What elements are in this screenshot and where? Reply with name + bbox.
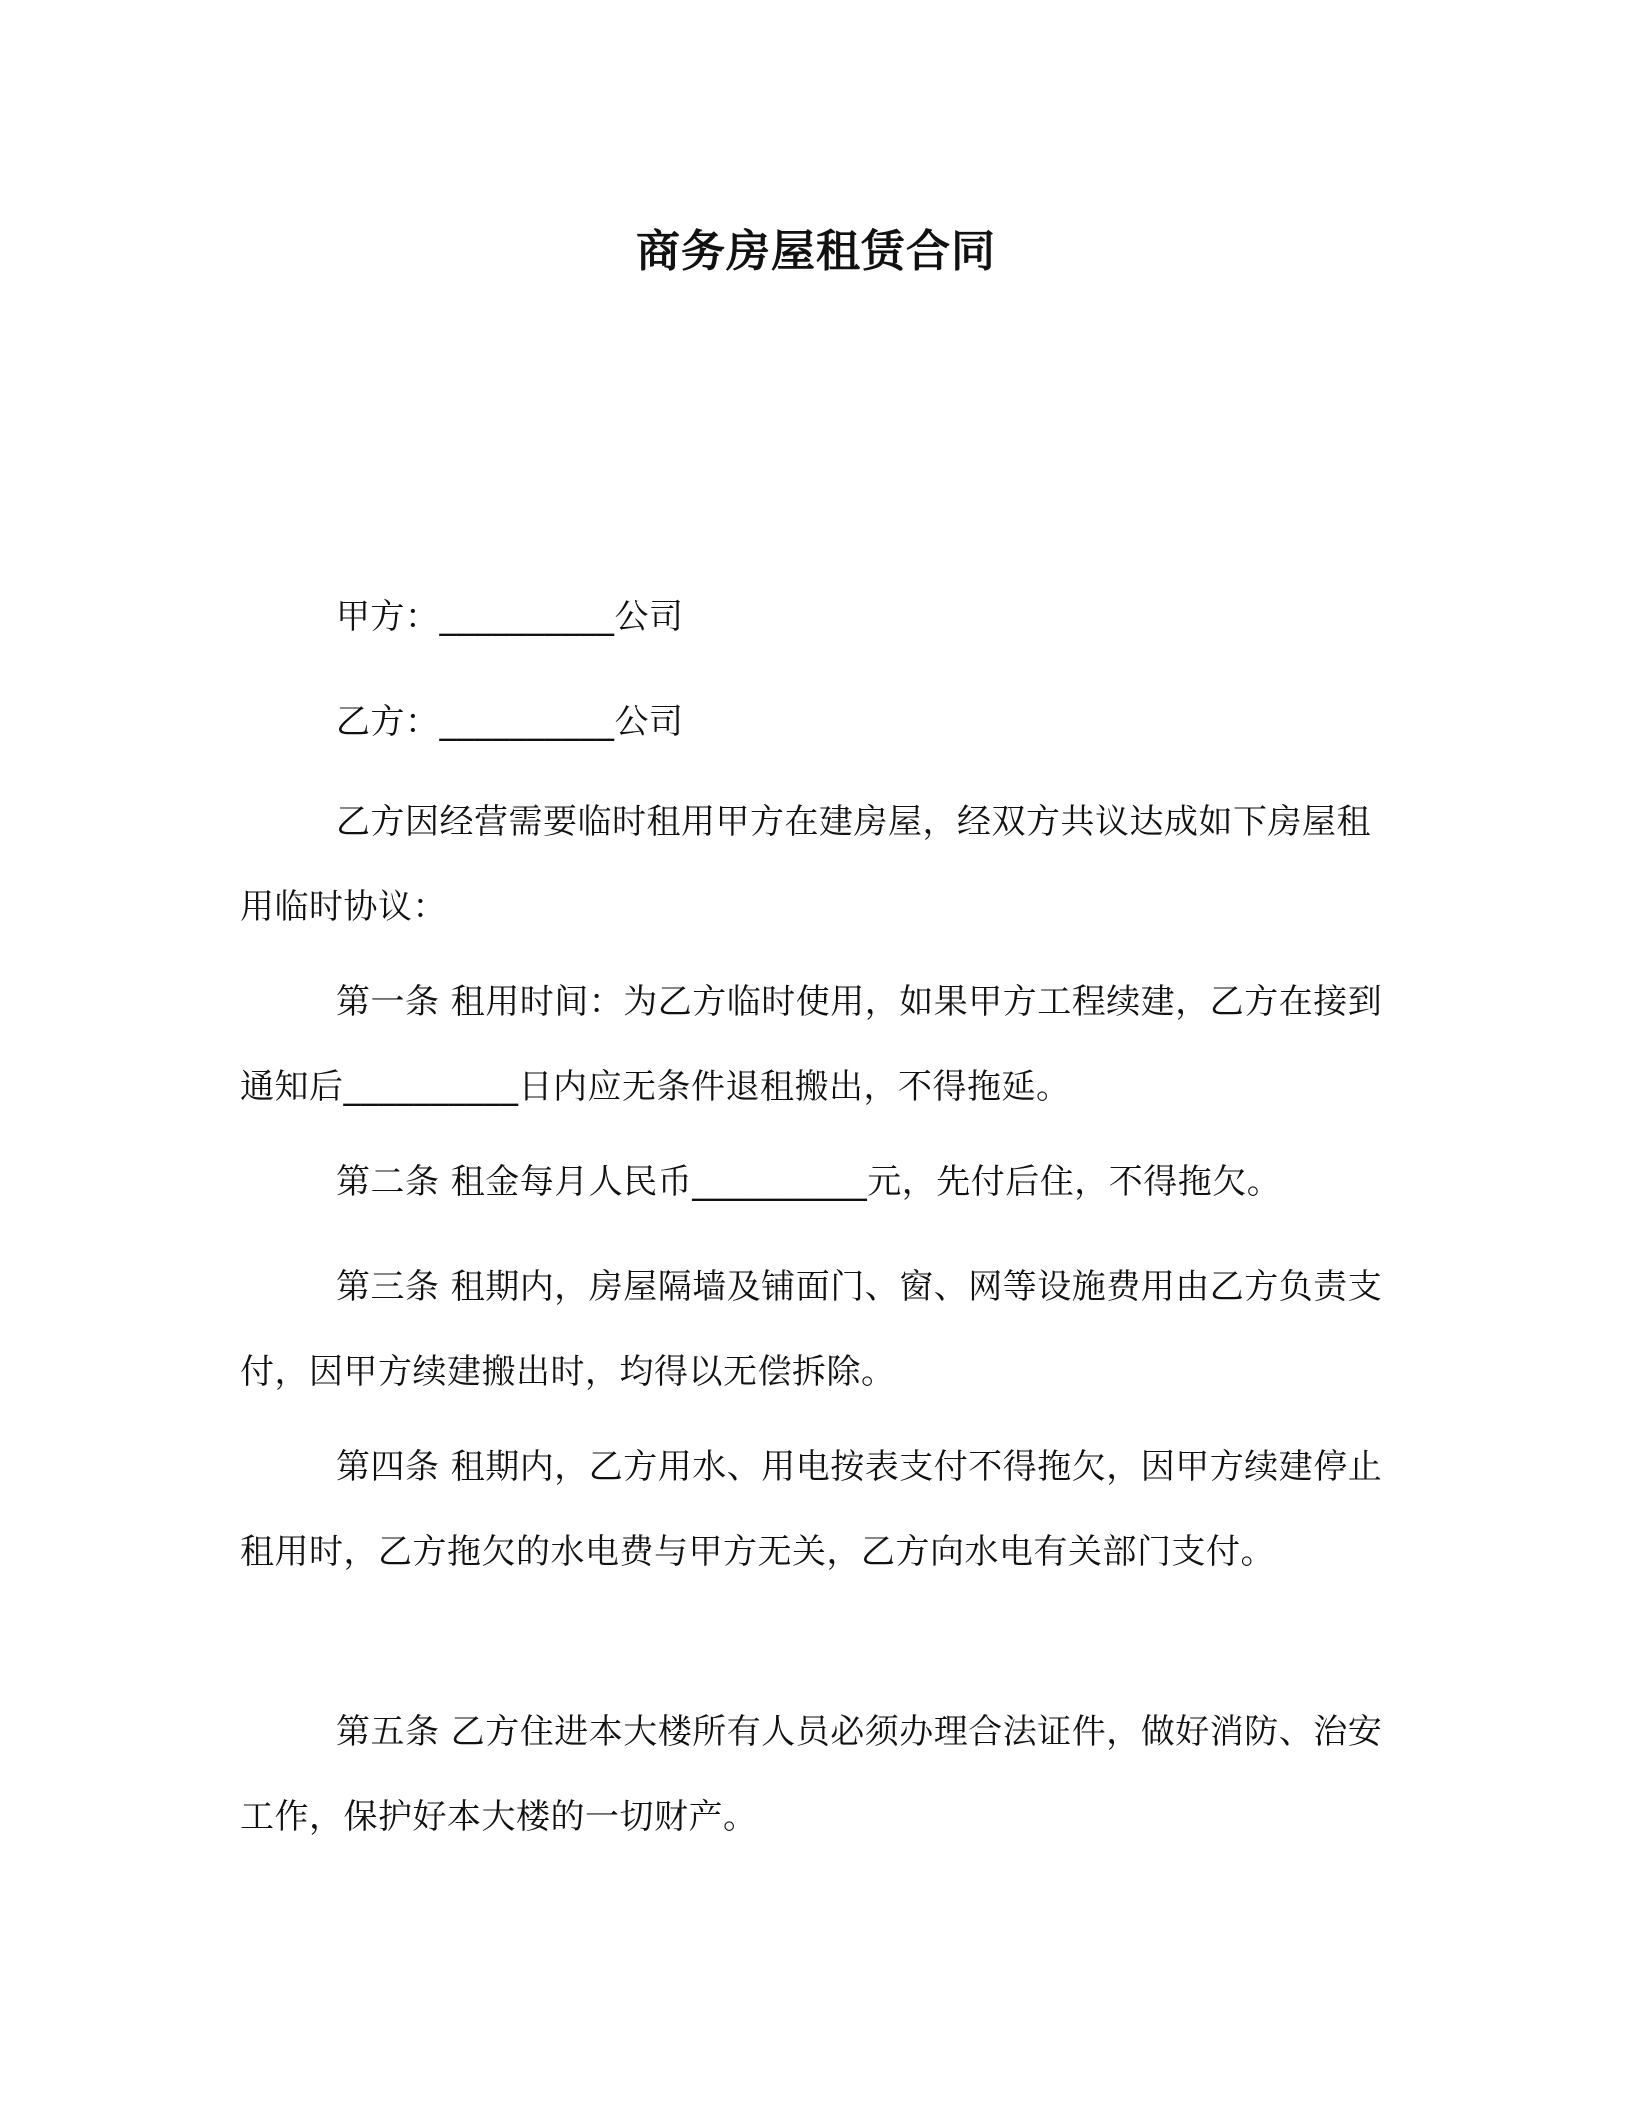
article-1: 第一条 租用时间：为乙方临时使用，如果甲方工程续建，乙方在接到通知后__________日内应无条件退租搬出，不得拖延。: [240, 982, 1383, 1107]
article-5: 第五条 乙方住进本大楼所有人员必须办理合法证件，做好消防、治安工作，保护好本大楼的一切财产。: [240, 1712, 1383, 1837]
party-a-line: 甲方：__________公司: [336, 597, 684, 637]
article-2: 第二条 租金每月人民币__________元，先付后住，不得拖欠。: [336, 1162, 1282, 1202]
article-4: 第四条 租期内，乙方用水、用电按表支付不得拖欠，因甲方续建停止租用时，乙方拖欠的水电费与甲方无关，乙方向水电有关部门支付。: [240, 1447, 1383, 1572]
party-b-line: 乙方：__________公司: [336, 702, 684, 742]
document-title: 商务房屋租赁合同: [636, 226, 996, 277]
article-3: 第三条 租期内，房屋隔墙及铺面门、窗、网等设施费用由乙方负责支付，因甲方续建搬出时，均得以无偿拆除。: [240, 1267, 1383, 1392]
preamble-paragraph: 乙方因经营需要临时租用甲方在建房屋，经双方共议达成如下房屋租用临时协议：: [240, 802, 1371, 927]
